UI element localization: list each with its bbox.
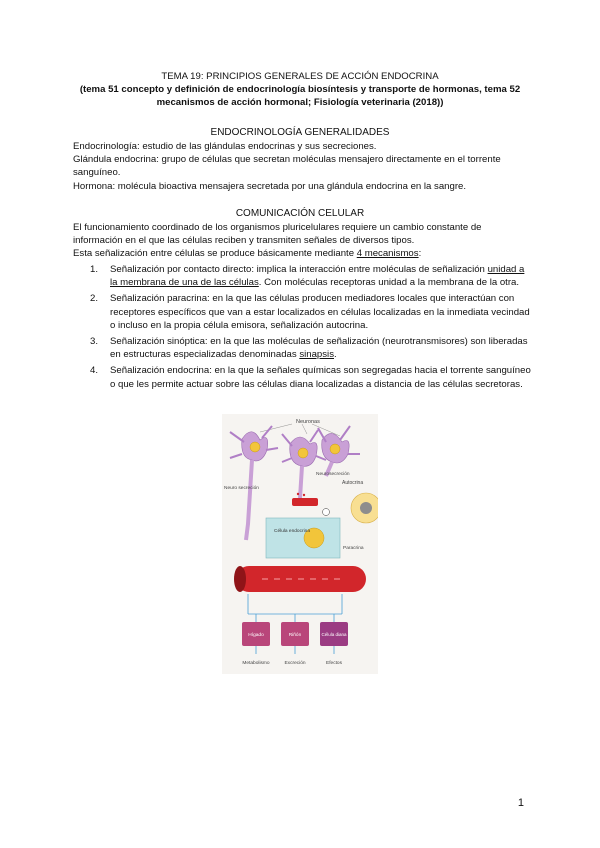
label-celula-endocrina: Célula endocrina bbox=[274, 529, 311, 534]
document-subtitle-line2: mecanismos de acción hormonal; Fisiología veterinaria (2018)) bbox=[156, 97, 444, 108]
intro-line3-text: Esta señalización entre células se produce básicamente mediante bbox=[73, 248, 357, 260]
list-item-text: Señalización paracrina: en la que las células producen mediadores locales que interactúan con receptores específicos que van a estar localizados en células localizadas en la inmediata vecindad o incluso en la propia célula emisora, señalización autocrina. bbox=[110, 293, 530, 331]
list-item-text: Señalización sinóptica: en la que las moléculas de señalización (neurotransmisores) son liberadas en estructuras especializadas denominadas bbox=[110, 336, 528, 361]
list-item-text: Señalización endocrina: en la que la señales químicas son segregadas hacia el torrente sanguíneo o que les permite actuar sobre las células diana localizadas a distancia de las células secretoras. bbox=[110, 365, 531, 390]
definition-hormona: Hormona: molécula bioactiva mensajera secretada por una glándula endocrina en la sangre. bbox=[73, 180, 467, 192]
autocrine-nucleus bbox=[360, 502, 372, 514]
list-item-underlined: sinapsis bbox=[299, 349, 334, 361]
vesicle bbox=[303, 494, 305, 496]
label-neuro-secrecion-left: Neuro secreción bbox=[224, 486, 259, 491]
label-paracrina: Paracrina bbox=[343, 546, 364, 551]
intro-line2: información en el que las células reciben y transmiten señales de diversos tipos. bbox=[73, 235, 415, 247]
intro-line3-end: : bbox=[418, 248, 422, 260]
blood-vessel-opening bbox=[234, 566, 246, 592]
list-item-text-end: . Con moléculas receptoras unidad a la membrana de la otra. bbox=[258, 277, 520, 289]
list-item bbox=[73, 335, 533, 361]
list-item-text-end: . bbox=[334, 349, 337, 361]
endocrine-cell bbox=[266, 518, 340, 558]
label-higado: Hígado bbox=[248, 633, 264, 638]
list-item-number: 4. bbox=[90, 365, 99, 377]
intro-line3 bbox=[73, 247, 533, 260]
section-heading-comunicacion: COMUNICACIÓN CELULAR bbox=[235, 208, 365, 219]
label-autocrina: Autocrina bbox=[342, 480, 364, 486]
neuron-nucleus bbox=[298, 448, 308, 458]
list-item-number: 2. bbox=[90, 293, 99, 305]
mechanisms-list bbox=[73, 263, 533, 394]
definition-glandula-line1: Glándula endocrina: grupo de células que secretan moléculas mensajero directamente en el torrente bbox=[73, 154, 501, 166]
list-item bbox=[73, 263, 533, 289]
cell-communication-figure bbox=[222, 414, 378, 674]
label-neurosecrecion: Neurosecreción bbox=[316, 472, 350, 477]
section-endocrinologia-body bbox=[73, 140, 533, 193]
label-efectos: Efectos bbox=[326, 661, 342, 666]
document-subtitle-line1: (tema 51 concepto y definición de endocrinología biosíntesis y transporte de hormonas, tema 52 bbox=[79, 84, 521, 95]
list-item-number: 1. bbox=[90, 264, 99, 275]
page-number: 1 bbox=[517, 797, 524, 809]
definition-glandula-line2: sanguíneo. bbox=[73, 167, 121, 179]
label-rinon: Riñón bbox=[288, 633, 302, 638]
list-item bbox=[73, 292, 533, 332]
intro-line3-underlined: 4 mecanismos bbox=[356, 248, 419, 260]
vesicle bbox=[297, 493, 299, 495]
list-item-number: 3. bbox=[90, 336, 99, 348]
synapse-target bbox=[292, 498, 318, 506]
list-item-underlined: unidad a la membrana de una de las células bbox=[110, 264, 525, 289]
step-badge bbox=[323, 509, 330, 516]
list-item-text: Señalización por contacto directo: implica la interacción entre moléculas de señalización bbox=[110, 264, 488, 275]
label-metabolismo: Metabolismo bbox=[242, 661, 270, 666]
title-block bbox=[60, 70, 540, 109]
definition-endocrinologia: Endocrinología: estudio de las glándulas endocrinas y sus secreciones. bbox=[73, 141, 377, 152]
section-comunicacion-intro bbox=[73, 221, 533, 261]
label-celula-diana: Célula diana bbox=[321, 632, 347, 637]
intro-line1: El funcionamiento coordinado de los organismos pluricelulares requiere un cambio constante de bbox=[73, 222, 482, 233]
neuron-nucleus bbox=[330, 444, 340, 454]
section-heading-endocrinologia: ENDOCRINOLOGÍA GENERALIDADES bbox=[210, 127, 390, 138]
list-item bbox=[73, 364, 533, 390]
label-excrecion: Excreción bbox=[284, 661, 306, 666]
document-title: TEMA 19: PRINCIPIOS GENERALES DE ACCIÓN ENDOCRINA bbox=[161, 71, 439, 82]
neuron-nucleus bbox=[250, 442, 260, 452]
label-neuronas: Neuronas bbox=[296, 419, 320, 425]
